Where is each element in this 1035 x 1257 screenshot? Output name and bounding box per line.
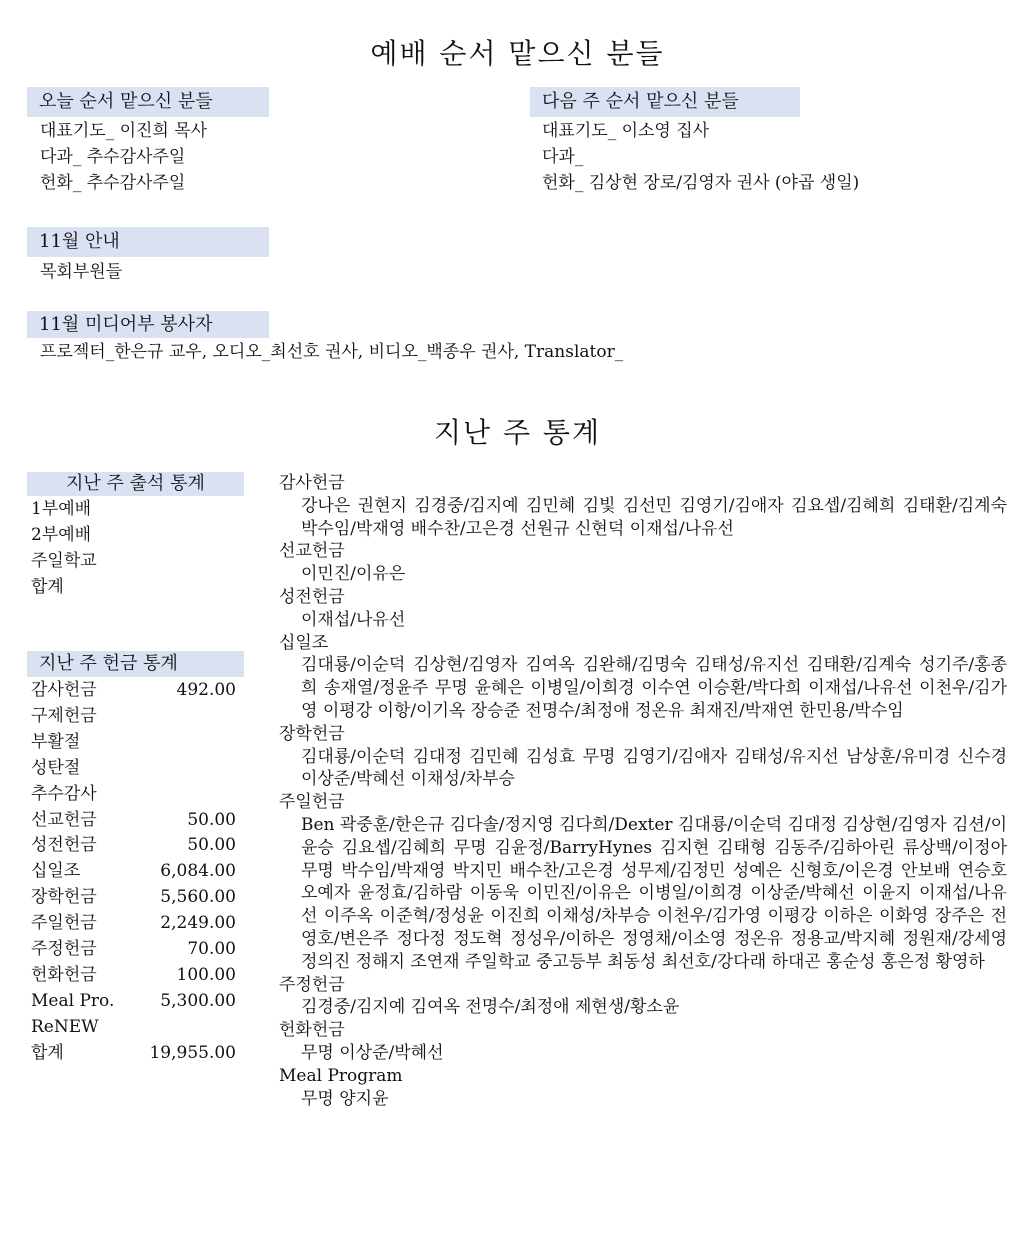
offering-stat-row [31,963,236,989]
offering-stat-value: 100.00 [176,964,236,985]
offering-donors: 이민진/이유은 [301,564,406,585]
offering-stat-row [31,937,236,963]
offering-stat-value: 5,560.00 [160,887,236,908]
offering-stat-value: 6,084.00 [160,861,236,882]
offering-stat-label: Meal Pro. [31,990,115,1011]
offering-stat-row [31,756,236,782]
attendance-list [31,497,236,601]
offering-stats-heading: 지난 주 헌금 통계 [27,651,244,677]
offering-stat-label: 헌화헌금 [31,964,97,985]
stats-title: 지난 주 통계 [433,416,602,449]
next-week-list [542,118,859,196]
offering-donors: 김대룡/이순덕 김상현/김영자 김여옥 김완해/김명숙 김태성/유지선 김태환/김계숙 성기주/홍종희 송재열/정윤주 무명 윤혜은 이병일/이희경 이수연 이승환/박다희 이재섭/나유선 이천우/김가영 이평강 이항/이기옥 장승준 전명수/최정애 정온유 최재진/박재연 한민용/박수임 [301,655,1007,721]
offering-stat-row [31,730,236,756]
offering-stat-label: 성탄절 [31,757,81,778]
attendance-row [31,497,236,523]
media-list [40,339,623,365]
offering-donors: 김대룡/이순덕 김대정 김민혜 김성효 무명 김영기/김애자 김태성/유지선 남상훈/유미경 신수경 이상준/박혜선 이채성/차부승 [301,746,1007,790]
offering-stats-table [31,678,236,1067]
today-heading: 오늘 순서 맡으신 분들 [27,87,269,117]
offering-donors: 이재섭/나유선 [301,609,406,630]
offering-stat-value: 19,955.00 [149,1042,236,1063]
november-line: 목회부원들 [40,262,123,282]
offering-category: 주일헌금 [279,792,345,813]
offering-stat-label: 장학헌금 [31,887,97,908]
offering-donors: 무명 이상준/박혜선 [301,1042,444,1063]
offering-stat-label: 추수감사 [31,783,97,804]
offering-stat-label: 감사헌금 [31,680,97,700]
today-line: 대표기도_ 이진희 목사 [40,121,208,141]
offering-category: 주정헌금 [279,974,345,995]
next-week-line: 헌화_ 김상현 장로/김영자 권사 (야곱 생일) [542,173,860,193]
offering-category: Meal Program [279,1065,403,1086]
offering-stat-label: 주일헌금 [31,913,97,934]
offering-stat-row [31,833,236,859]
offering-donors: 김경중/김지예 김여옥 전명수/최정애 제현생/황소윤 [301,997,680,1018]
media-heading: 11월 미디어부 봉사자 [27,311,269,338]
offering-stat-label: 주정헌금 [31,939,97,960]
offering-stat-value: 50.00 [187,809,236,830]
offering-stat-label: 합계 [31,1042,64,1063]
today-list [40,118,207,196]
offering-stat-label: 구제헌금 [31,705,97,726]
page-title: 예배 순서 맡으신 분들 [370,37,665,70]
offering-category: 장학헌금 [279,723,345,744]
today-line: 다과_ 추수감사주일 [40,147,186,167]
attendance-label: 합계 [31,576,64,597]
offering-category: 감사헌금 [279,473,345,493]
media-line: 프로젝터_한은규 교우, 오디오_최선호 권사, 비디오_백종우 권사, Translator_ [40,342,624,362]
offering-stat-row [31,1041,236,1067]
offering-stat-label: ReNEW [31,1016,99,1037]
offering-stat-label: 부활절 [31,731,81,752]
next-week-heading: 다음 주 순서 맡으신 분들 [530,87,800,117]
offering-category: 선교헌금 [279,541,345,562]
offering-category: 십일조 [279,632,329,653]
offering-stat-row [31,782,236,808]
attendance-label: 2부예배 [31,524,92,545]
offering-donors: Ben 곽중훈/한은규 김다솔/정지영 김다희/Dexter 김대룡/이순덕 김대정 김상현/김영자 김션/이윤승 김요셉/김혜희 무명 김윤정/BarryHynes 김지현 김태형 김동주/김하아린 류상백/이정아 무명 박수임/박재영 박지민 배수찬/고은경 성무제/김정민 성예은 신형호/이은경 안보배 연승호 오예자 윤정효/김하람 이동욱 이민진/이유은 이병일/이희경 이상준/박혜선 이윤지 이재섭/나유선 이주옥 이준혁/정성윤 이진희 이채성/차부승 이천우/김가영 이평강 이하은 이화영 장주은 전영호/변은주 정다정 정도혁 정성우/이하은 정영채/이소영 정온유 정용교/박지혜 정원재/강세영 정의진 정해지 조연재 주일학교 중고등부 최동성 최선호/강다래 하대곤 홍순성 홍은정 황영하 [301,814,1007,972]
offering-stat-row [31,885,236,911]
offering-stat-value: 5,300.00 [160,990,236,1011]
next-week-line: 다과_ [542,147,584,167]
offering-donors: 무명 양지윤 [301,1088,389,1109]
offering-category: 성전헌금 [279,586,345,607]
attendance-heading: 지난 주 출석 통계 [27,472,244,496]
offering-stat-row [31,859,236,885]
attendance-row [31,575,236,601]
attendance-row [31,549,236,575]
offering-stat-label: 성전헌금 [31,835,97,856]
offering-stat-row [31,808,236,834]
today-line: 헌화_ 추수감사주일 [40,173,186,193]
offering-stat-value: 70.00 [187,939,236,960]
attendance-label: 1부예배 [31,499,92,519]
offering-names-list [279,472,1007,1110]
offering-category: 헌화헌금 [279,1020,345,1041]
november-heading: 11월 안내 [27,227,269,257]
offering-stat-row [31,678,236,704]
offering-stat-row [31,989,236,1015]
offering-stat-row [31,704,236,730]
attendance-row [31,523,236,549]
offering-stat-value: 492.00 [176,680,236,700]
offering-stat-value: 50.00 [187,835,236,856]
next-week-line: 대표기도_ 이소영 집사 [542,121,710,141]
attendance-label: 주일학교 [31,550,97,571]
november-list [40,259,122,285]
offering-stat-label: 십일조 [31,861,81,882]
offering-stat-value: 2,249.00 [160,913,236,934]
offering-donors: 강나은 권현지 김경중/김지예 김민혜 김빛 김선민 김영기/김애자 김요셉/김혜희 김태환/김계숙 박수임/박재영 배수찬/고은경 선원규 신현덕 이재섭/나유선 [301,495,1007,539]
offering-stat-row [31,911,236,937]
offering-stat-label: 선교헌금 [31,809,97,830]
offering-stat-row [31,1015,236,1041]
